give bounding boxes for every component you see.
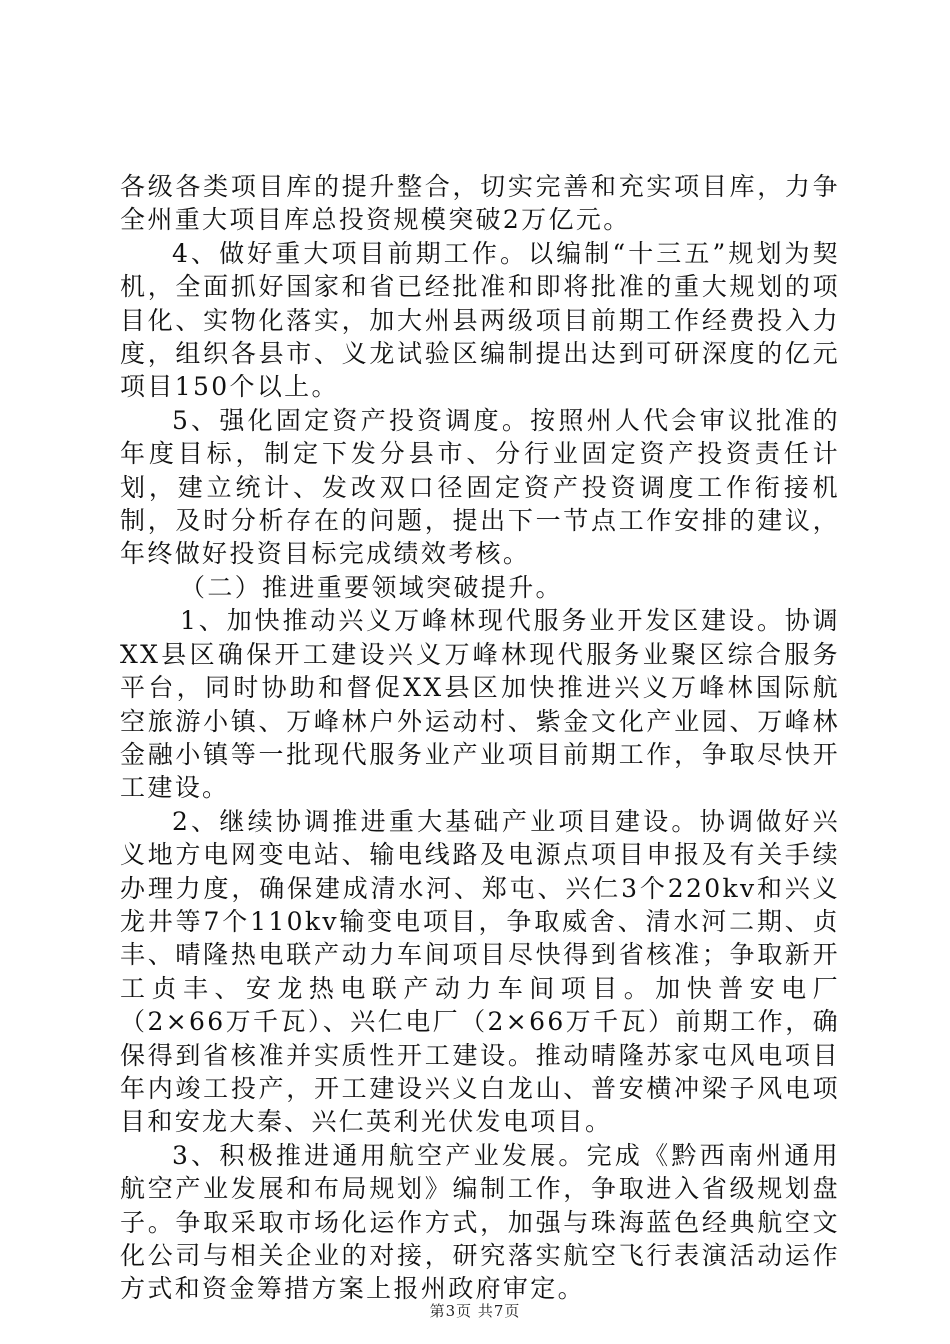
paragraph-item-1: 1、加快推动兴义万峰林现代服务业开发区建设。协调XX县区确保开工建设兴义万峰林现代服务业聚区综合服务平台，同时协助和督促XX县区加快推进兴义万峰林国际航空旅游小镇、万峰林户外运动村、紫金文化产业园、万峰林金融小镇等一批现代服务业产业项目前期工作，争取尽快开工建设。 bbox=[120, 606, 840, 803]
paragraph-project-library: 各级各类项目库的提升整合，切实完善和充实项目库，力争全州重大项目库总投资规模突破2万亿元。 bbox=[120, 172, 840, 235]
paragraph-item-2: 2、继续协调推进重大基础产业项目建设。协调做好兴义地方电网变电站、输电线路及电源点项目申报及有关手续办理力度，确保建成清水河、郑屯、兴仁3个220kv和兴义龙井等7个110kv输变电项目，争取威舍、清水河二期、贞丰、晴隆热电联产动力车间项目尽快得到省核准；争取新开工贞丰、安龙热电联产动力车间项目。加快普安电厂（2×66万千瓦）、兴仁电厂（2×66万千瓦）前期工作，确保得到省核准并实质性开工建设。推动晴隆苏家屯风电项目年内竣工投产，开工建设兴义白龙山、普安横冲梁子风电项目和安龙大秦、兴仁英利光伏发电项目。 bbox=[120, 806, 840, 1137]
paragraph-item-3: 3、积极推进通用航空产业发展。完成《黔西南州通用航空产业发展和布局规划》编制工作，争取进入省级规划盘子。争取采取市场化运作方式，加强与珠海蓝色经典航空文化公司与相关企业的对接，研究落实航空飞行表演活动运作方式和资金筹措方案上报州政府审定。 bbox=[120, 1140, 840, 1304]
document-body bbox=[120, 170, 840, 1306]
page-footer: 第3页 共7页 bbox=[429, 1302, 521, 1320]
paragraph-item-4: 4、做好重大项目前期工作。以编制“十三五”规划为契机，全面抓好国家和省已经批准和即将批准的重大规划的项目化、实物化落实，加大州县两级项目前期工作经费投入力度，组织各县市、义龙试验区编制提出达到可研深度的亿元项目150个以上。 bbox=[120, 238, 840, 402]
section-heading: （二）推进重要领域突破提升。 bbox=[180, 572, 563, 602]
paragraph-item-5: 5、强化固定资产投资调度。按照州人代会审议批准的年度目标，制定下发分县市、分行业固定资产投资责任计划，建立统计、发改双口径固定资产投资调度工作衔接机制，及时分析存在的问题，提出下一节点工作安排的建议，年终做好投资目标完成绩效考核。 bbox=[120, 405, 840, 569]
